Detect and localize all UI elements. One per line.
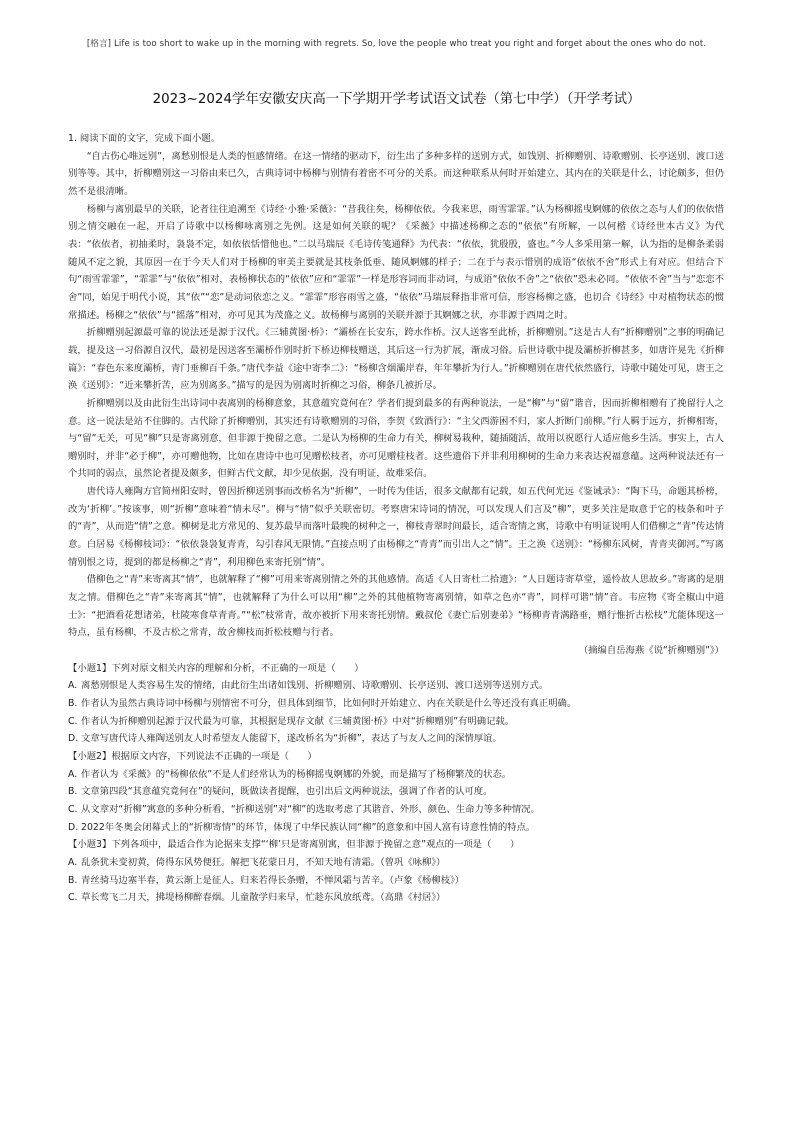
option-text: 青丝骑马边塞半春，黄云渐上是征人。归来若得长条赠，不惮风霜与苦辛。（卢象《杨柳枝》） xyxy=(81,874,465,886)
instruction: 1. 阅读下面的文字，完成下面小题。 xyxy=(68,133,221,144)
option-letter: B. xyxy=(68,786,78,798)
question-stem: 【小题3】下列各项中，最适合作为论据来支撑“‘柳’只是寄离别寓，但非源于挽留之意”观点的一项是（ ） xyxy=(68,839,520,851)
option-letter: A. xyxy=(68,856,78,868)
option-letter: D. xyxy=(68,733,79,745)
paragraph: 杨柳与离别最早的关联，论者往往追溯至《诗经·小雅·采薇》：“昔我往矣，杨柳依依。今我来思，雨雪霏霏。”认为杨柳摇曳婀娜的依依之态与人们的依依惜别之情交融在一起，开启了诗歌中以杨柳咏离别之先例。这是如何关联的呢？《采薇》中描述杨柳之态的“依依”有所解，一以何楷《诗经世本古义》为代表：“依依者，初抽柔时，袅袅不定，如依依恬惜他也。”二以马瑞辰《毛诗传笺通释》为代表：“依依，犹殷殷，盛也。”今人多采用第一解，认为指的是柳条柔弱随风不定之貌，其原因一在于今天人们对于杨柳的审美主要就是其枝条低垂、随风婀娜的样子；二在于与表示惜别的成语“依依不舍”形式上有对应。但结合下句“雨雪霏霏”，“霏霏”与“依依”相对，表杨柳状态的“依依”应和“霏霏”一样是形容词而非动词，与成语“依依不舍”之“依依”恐未必同。“依依不舍”当与“恋恋不舍”同，始见于明代小说，其“依”“恋”是动词依恋之义。“霏霏”形容雨雪之盛，“依依”马瑞辰释指非常可信，形容杨柳之盛，也切合《诗经》中对植物状态的惯常描述。杨柳之“依依”与“摇落”相对，亦可见其为茂盛之义。故杨柳与离别的关联并源于其婀娜之状，亦非源于西周之时。 xyxy=(68,203,724,321)
option-d[interactable] xyxy=(68,819,724,837)
option-text: 作者认为折柳赠别起源于汉代最为可靠，其根据是现存文献《三辅黄图·桥》中对“折柳赠别”有明确记载。 xyxy=(81,715,515,727)
option-letter: A. xyxy=(68,680,78,692)
header-motto: [格言] Life is too short to wake up in the morning with regrets. So, love the people who treat you right and forget about the ones who do not. xyxy=(86,39,707,49)
option-d[interactable] xyxy=(68,730,724,748)
option-letter: A. xyxy=(68,768,78,780)
option-c[interactable] xyxy=(68,801,724,819)
option-text: 作者认为虽然古典诗词中杨柳与别情密不可分，但具体到细节，比如何时开始建立、内在关联是什么等还没有真正明确。 xyxy=(81,698,577,709)
option-letter: D. xyxy=(68,821,79,833)
option-text: 文章写唐代诗人雍陶送别友人时希望友人能留下，遂改桥名为“折柳”，表达了与友人之间的深情厚谊。 xyxy=(81,733,502,745)
option-text: 作者认为《采薇》的“杨柳依依”不是人们经常认为的杨柳摇曳婀娜的外貌，而是描写了杨柳繁茂的状态。 xyxy=(81,768,512,780)
option-b[interactable] xyxy=(68,872,724,890)
option-text: 草长莺飞二月天，拂堤杨柳醉春烟。儿童散学归来早，忙趁东风放纸鸢。（高鼎《村居》） xyxy=(81,892,446,904)
option-letter: C. xyxy=(68,803,78,815)
paragraph: 折柳赠别以及由此衍生出诗词中表离别的杨柳意象，其意蕴究竟何在？学者们提到最多的有两种说法，一是“柳”与“留”谐音，因而折柳相赠有了挽留行人之意。这一说法是站不住脚的。古代除了折柳赠别，其实还有诗歌赠别的习俗，李贺《致酒行》：“主父西游困不归，家人折断门前柳。”行人羁于远方，折柳相寄，与“留”无关，可见“柳”只是寄离别意，但非源于挽留之意。二是认为杨柳的生命力有关，柳树易栽种，随插随活，故用以祝愿行人适应他乡生活。事实上，古人赠别时，并非“必于柳”，亦可赠他物，比如在唐诗中也可见赠松枝者，亦可见赠桂枝者。这些遗俗下并非利用柳树的生命力来表达祝福意蕴。这两种说法还有一个共同的弱点，虽然论者提及颇多，但鲜古代文献，却少见依据，没有明证，故难采信。 xyxy=(68,397,724,480)
option-b[interactable] xyxy=(68,783,724,801)
option-text: 乱条犹未变初黄，倚得东风势便狂。解把飞花蒙日月，不知天地有清霜。（曾巩《咏柳》） xyxy=(81,856,446,868)
question-stem: 【小题1】下列对原文相关内容的理解和分析，不正确的一项是（ ） xyxy=(68,662,364,674)
source-citation: （摘编自岳海燕《说“折柳赠别”》） xyxy=(578,645,724,657)
option-letter: B. xyxy=(68,698,78,709)
question-2 xyxy=(68,748,724,836)
question-1 xyxy=(68,660,724,748)
question-3 xyxy=(68,836,724,907)
document-body xyxy=(68,130,724,907)
option-a[interactable] xyxy=(68,677,724,695)
option-text: 文章第四段“其意蕴究竟何在”的疑问，既做读者提醒，也引出后文两种说法，强调了作者的认可度。 xyxy=(81,786,493,798)
option-text: 从文章对“折柳”寓意的多种分析看，“折柳送别”对“柳”的选取考虑了其谐音、外形、颜色、生命力等多种情况。 xyxy=(81,803,540,815)
paragraph: “自古伤心唯远别”，离愁别恨是人类的恒感情绪。在这一情绪的驱动下，衍生出了多种多样的送别方式，如饯别、折柳赠别、诗歌赠别、长亭送别、渡口送别等等。其中，折柳赠别这一习俗由来已久，古典诗词中杨柳与别情有着密不可分的关系。而这种联系从何时开始建立、其内在的关联是什么，讨论颇多，但仍然不是很清晰。 xyxy=(68,150,724,197)
option-text: 离愁别恨是人类容易生发的情绪，由此衍生出诸如饯别、折柳赠别、诗歌赠别、长亭送别、渡口送别等送别方式。 xyxy=(81,680,549,692)
question-stem: 【小题2】根据原文内容，下列说法不正确的一项是（ ） xyxy=(68,750,317,762)
option-c[interactable] xyxy=(68,713,724,731)
paragraph: 唐代诗人雍陶方官简州阳安时，曾因折柳送别事而改桥名为“折柳”，一时传为佳话，很多文献都有记载，如五代何光远《鉴诫录》：“陶下马，命题其桥榜，改为‘折柳’。”按该事，则“折柳”意味着“情未尽”。柳与“情”似乎关联密切。考察唐宋诗词的情况，可以发现人们言及“柳”，更多关注是取意于它的枝条和叶子的“青”，从而造“情”之意。柳树是北方常见的、复苏最早而落叶最晚的树种之一，柳枝青翠时间最长，适合寄情之寓，诗歌中有明证说明人们借柳之“青”传达情意。白居易《杨柳枝词》：“依依袅袅复青青，勾引春风无限情。”直接点明了由杨柳之“青青”而引出人之“情”。王之涣《送别》：“杨柳东风树，青青夹御河。”写离情别恨之诗，提到的都是杨柳之“青”，利用柳色来寄托别“情”。 xyxy=(68,486,724,568)
option-letter: C. xyxy=(68,715,78,727)
page-title: 2023~2024学年安徽安庆高一下学期开学考试语文试卷（第七中学）（开学考试） xyxy=(152,92,641,107)
option-b[interactable] xyxy=(68,695,724,713)
option-c[interactable] xyxy=(68,889,724,907)
option-letter: C. xyxy=(68,892,78,904)
paragraph: 折柳赠别起源最可靠的说法还是源于汉代。《三辅黄图·桥》：“灞桥在长安东，跨水作桥。汉人送客至此桥，折柳赠别。”这是古人有“折柳赠别”之事的明确记载，提及这一习俗源自汉代，最初是因送客至灞桥作别时折下桥边柳枝赠送，其后这一行为扩展，渐成习俗。后世诗歌中提及灞桥折柳甚多，如唐许晃先《折柳篇》：“春色东来度灞桥，青门垂柳百千条。”唐代李益《途中寄李二》：“杨柳含烟灞岸春，年年攀折为行人。”折柳赠别在唐代依然盛行，诗歌中随处可见，唐王之涣《送别》：“近来攀折苦，应为别离多。”描写的是因为别离时折柳之习俗，柳条几被折尽。 xyxy=(68,327,724,392)
option-a[interactable] xyxy=(68,854,724,872)
paragraph: 借柳色之“青”来寄离其“情”，也就解释了“柳”可用来寄离别情之外的其他感情。高适《人日寄杜二拾遗》：“人日题诗寄草堂，遥怜故人思故乡。”寄离的是朋友之情。借柳色之“青”来寄离其“情”，也就解释了为什么可以用“柳”之外的其他植物寄离别情，如草之色亦“青”，同样可谐“情”音。韦应物《寄全椒山中道士》：“把酒看花想诸弟，杜陵寒食草青青。”“松”枝常青，故亦被折下用来寄托别情。戴叔伦《妻亡后别妻弟》“杨柳青青满路垂，赠行惟折古松枝”尤能体现这一特点，虽有杨柳，不及古松之常青，故舍柳枝而折松枝赠与行者。 xyxy=(68,574,724,639)
option-letter: B. xyxy=(68,874,78,886)
option-text: 2022年冬奥会闭幕式上的“折柳寄情”的环节，体现了中华民族认同“柳”的意象和中国人富有诗意性情的特点。 xyxy=(81,821,536,833)
option-a[interactable] xyxy=(68,766,724,784)
